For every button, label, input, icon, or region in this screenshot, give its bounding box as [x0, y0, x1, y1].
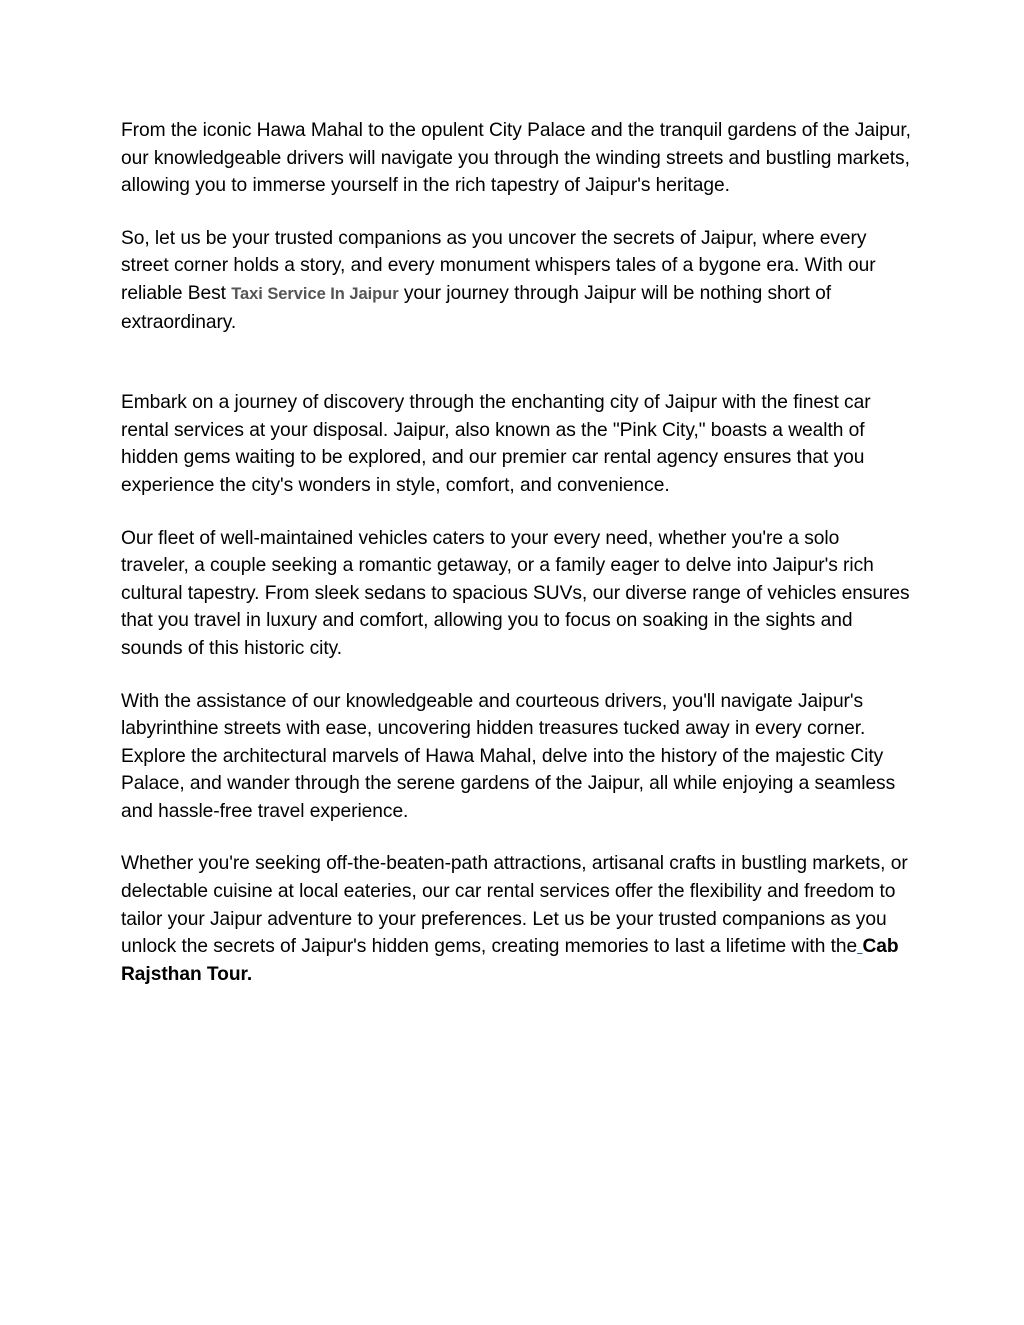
paragraph-text: your journey through Jaipur will be nothing short of extraordinary.	[121, 282, 832, 333]
paragraph-text: From the iconic Hawa Mahal to the opulent City Palace and the tranquil gardens of the Jaipur, our knowledgeable drivers will navigate you through the winding streets and bustling markets, allowing you to immerse yourself in the rich tapestry of Jaipur's heritage.	[121, 120, 911, 197]
paragraph-text: Our fleet of well-maintained vehicles caters to your every need, whether you're a solo traveler, a couple seeking a romantic getaway, or a family eager to delve into Jaipur's rich cultural tapestry. From sleek sedans to spacious SUVs, our diverse range of vehicles ensures that you travel in luxury and comfort, allowing you to focus on soaking in the sights and sounds of this historic city.	[121, 527, 910, 659]
document-page	[121, 117, 911, 988]
paragraph-text: So, let us be your trusted companions as you uncover the secrets of Jaipur, where every street corner holds a story, and every monument whispers tales of a bygone era. With our reliable Best	[121, 227, 876, 304]
paragraph-text: With the assistance of our knowledgeable and courteous drivers, you'll navigate Jaipur's labyrinthine streets with ease, uncovering hidden treasures tucked away in every corner. Explore the architectural marvels of Hawa Mahal, delve into the history of the majestic City Palace, and wander through the serene gardens of the Jaipur, all while enjoying a seamless and hassle-free travel experience.	[121, 690, 896, 822]
paragraph-off-beaten-path	[121, 850, 911, 988]
paragraph-embark-journey	[121, 389, 911, 499]
paragraph-text: Embark on a journey of discovery through the enchanting city of Jaipur with the finest car rental services at your disposal. Jaipur, also known as the "Pink City," boasts a wealth of hidden gems waiting to be explored, and our premier car rental agency ensures that you experience the city's wonders in style, comfort, and convenience.	[121, 392, 871, 496]
paragraph-hawa-mahal-intro	[121, 117, 911, 200]
taxi-service-link[interactable]: Taxi Service In Jaipur	[231, 284, 399, 303]
paragraph-fleet	[121, 525, 911, 663]
brand-name: Cab Rajsthan Tour.	[121, 936, 899, 985]
paragraph-drivers-assistance	[121, 688, 911, 826]
paragraph-trusted-companions	[121, 225, 911, 336]
paragraph-text: Whether you're seeking off-the-beaten-path attractions, artisanal crafts in bustling markets, or delectable cuisine at local eateries, our car rental services offer the flexibility and freedom to tailor your Jaipur adventure to your preferences. Let us be your trusted companions as you unlock the secrets of Jaipur's hidden gems, creating memories to last a lifetime with the	[121, 853, 908, 958]
